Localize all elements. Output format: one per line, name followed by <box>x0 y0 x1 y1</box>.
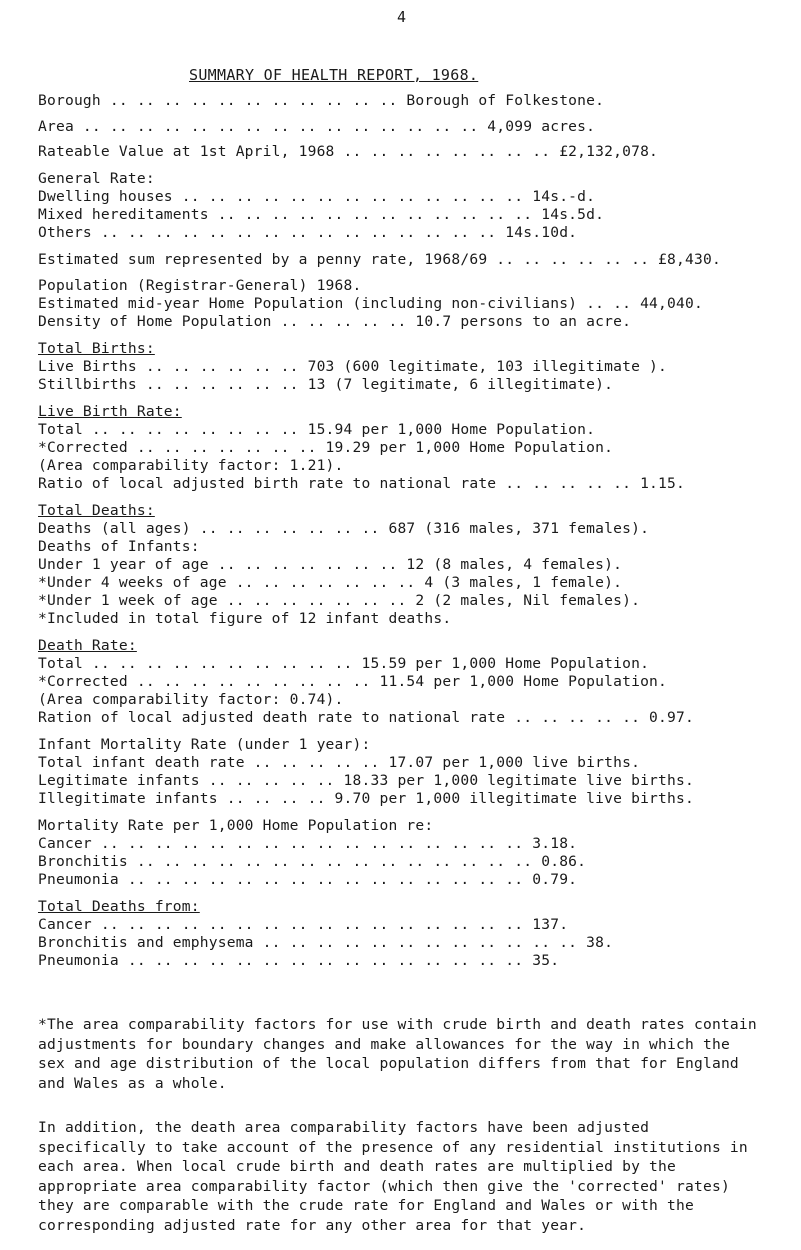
td-cancer-line: Cancer .. .. .. .. .. .. .. .. .. .. .. .. .. .. .. .. 137. <box>38 916 569 933</box>
mortality-rate-heading: Mortality Rate per 1,000 Home Population re: <box>38 817 434 834</box>
population-heading: Population (Registrar-General) 1968. <box>38 277 362 294</box>
lbr-factor-line: (Area comparability factor: 1.21). <box>38 457 344 474</box>
under-1-week-line: *Under 1 week of age .. .. .. .. .. .. .. 2 (2 males, Nil females). <box>38 592 641 609</box>
mr-pneumonia-line: Pneumonia .. .. .. .. .. .. .. .. .. .. .. .. .. .. .. 0.79. <box>38 871 578 888</box>
infant-mortality-heading: Infant Mortality Rate (under 1 year): <box>38 736 371 753</box>
imr-legitimate-line: Legitimate infants .. .. .. .. .. 18.33 per 1,000 legitimate live births. <box>38 772 694 789</box>
page-number: 4 <box>397 8 407 26</box>
deaths-all-ages-line: Deaths (all ages) .. .. .. .. .. .. .. 687 (316 males, 371 females). <box>38 520 650 537</box>
dr-factor-line: (Area comparability factor: 0.74). <box>38 691 344 708</box>
included-note-line: *Included in total figure of 12 infant deaths. <box>38 610 452 627</box>
addition-paragraph: In addition, the death area comparability factors have been adjusted specifically to take account of the presence of any residential institutions in each area. When local crude birth and death rates are multiplied by the appropriate area comparability factor (which then give the 'corrected' rates) they are comparable with the crude rate for England and Wales or with the corresponding adjusted rate for any other area for that year. <box>38 1119 748 1234</box>
others-line: Others .. .. .. .. .. .. .. .. .. .. .. .. .. .. .. 14s.10d. <box>38 224 578 241</box>
td-pneumonia-line: Pneumonia .. .. .. .. .. .. .. .. .. .. .. .. .. .. .. 35. <box>38 952 560 969</box>
deaths-of-infants-heading: Deaths of Infants: <box>38 538 200 555</box>
dr-corrected-line: *Corrected .. .. .. .. .. .. .. .. .. 11.54 per 1,000 Home Population. <box>38 673 668 690</box>
mr-cancer-line: Cancer .. .. .. .. .. .. .. .. .. .. .. .. .. .. .. .. 3.18. <box>38 835 578 852</box>
lbr-ratio-line: Ratio of local adjusted birth rate to national rate .. .. .. .. .. 1.15. <box>38 475 686 492</box>
death-rate-heading: Death Rate: <box>38 637 137 654</box>
dr-ratio-line: Ration of local adjusted death rate to national rate .. .. .. .. .. 0.97. <box>38 709 694 726</box>
imr-total-line: Total infant death rate .. .. .. .. .. 17.07 per 1,000 live births. <box>38 754 641 771</box>
under-1-year-line: Under 1 year of age .. .. .. .. .. .. .. 12 (8 males, 4 females). <box>38 556 623 573</box>
under-4-weeks-line: *Under 4 weeks of age .. .. .. .. .. .. .. 4 (3 males, 1 female). <box>38 574 623 591</box>
dwelling-houses-line: Dwelling houses .. .. .. .. .. .. .. .. .. .. .. .. .. 14s.-d. <box>38 188 596 205</box>
rateable-value-line: Rateable Value at 1st April, 1968 .. .. .. .. .. .. .. .. £2,132,078. <box>38 143 659 160</box>
total-deaths-from-heading: Total Deaths from: <box>38 898 200 915</box>
mixed-hereditaments-line: Mixed hereditaments .. .. .. .. .. .. .. .. .. .. .. .. 14s.5d. <box>38 206 605 223</box>
density-line: Density of Home Population .. .. .. .. .. 10.7 persons to an acre. <box>38 313 632 330</box>
live-birth-rate-heading: Live Birth Rate: <box>38 403 182 420</box>
td-bronchitis-line: Bronchitis and emphysema .. .. .. .. .. .. .. .. .. .. .. .. 38. <box>38 934 614 951</box>
live-births-line: Live Births .. .. .. .. .. .. 703 (600 legitimate, 103 illegitimate ). <box>38 358 668 375</box>
area-line: Area .. .. .. .. .. .. .. .. .. .. .. .. .. .. .. 4,099 acres. <box>38 118 596 135</box>
midyear-population-line: Estimated mid-year Home Population (including non-civilians) .. .. 44,040. <box>38 295 703 312</box>
total-births-heading: Total Births: <box>38 340 155 357</box>
general-rate-heading: General Rate: <box>38 170 155 187</box>
mr-bronchitis-line: Bronchitis .. .. .. .. .. .. .. .. .. .. .. .. .. .. .. 0.86. <box>38 853 587 870</box>
total-deaths-heading: Total Deaths: <box>38 502 155 519</box>
imr-illegitimate-line: Illegitimate infants .. .. .. .. 9.70 per 1,000 illegitimate live births. <box>38 790 694 807</box>
stillbirths-line: Stillbirths .. .. .. .. .. .. 13 (7 legitimate, 6 illegitimate). <box>38 376 614 393</box>
borough-line: Borough .. .. .. .. .. .. .. .. .. .. .. Borough of Folkestone. <box>38 92 605 109</box>
lbr-corrected-line: *Corrected .. .. .. .. .. .. .. 19.29 per 1,000 Home Population. <box>38 439 614 456</box>
lbr-total-line: Total .. .. .. .. .. .. .. .. 15.94 per 1,000 Home Population. <box>38 421 596 438</box>
footnote-paragraph: *The area comparability factors for use with crude birth and death rates contain adjustments for boundary changes and make allowances for the way in which the sex and age distribution of the local population differs from that for England and Wales as a whole. <box>38 1016 757 1092</box>
dr-total-line: Total .. .. .. .. .. .. .. .. .. .. 15.59 per 1,000 Home Population. <box>38 655 650 672</box>
page-title: SUMMARY OF HEALTH REPORT, 1968. <box>189 66 479 84</box>
penny-rate-line: Estimated sum represented by a penny rate, 1968/69 .. .. .. .. .. .. £8,430. <box>38 251 721 268</box>
